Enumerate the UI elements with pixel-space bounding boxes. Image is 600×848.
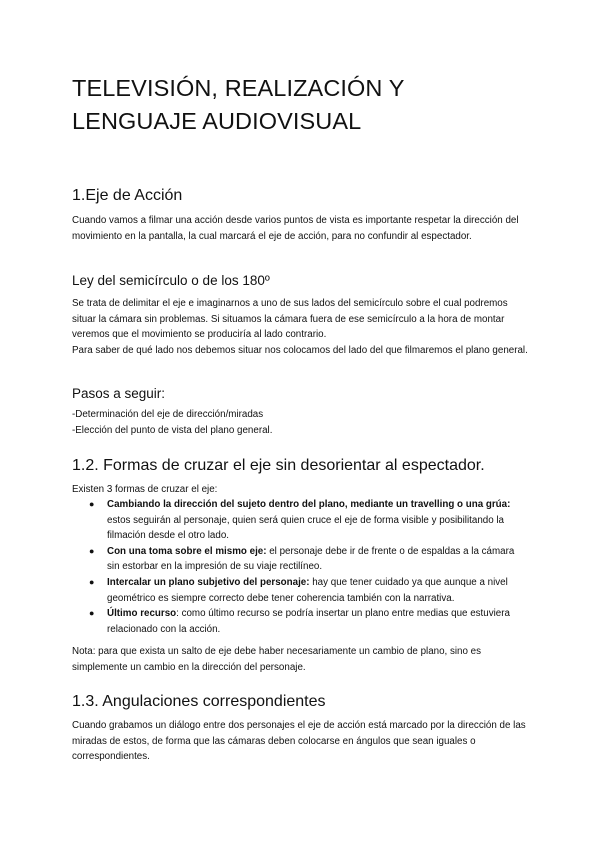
step-1: -Determinación del eje de dirección/miradas [72, 409, 264, 420]
section-1-3-paragraph: Cuando grabamos un diálogo entre dos personajes el eje de acción está marcado por la dirección de las miradas de estos, de forma que las cámaras deben colocarse en ángulos que sean iguales o correspondientes. [72, 720, 526, 763]
section-1-3-heading: 1.3. Angulaciones correspondientes [72, 693, 326, 710]
section-1-2-heading: 1.2. Formas de cruzar el eje sin desorientar al espectador. [72, 457, 485, 474]
bullet-icon: ● [89, 608, 95, 619]
step-2: -Elección del punto de vista del plano general. [72, 424, 273, 436]
list-item-bold: Con una toma sobre el mismo eje: [107, 545, 267, 557]
list-item-bold: Cambiando la dirección del sujeto dentro del plano, mediante un travelling o una grúa: [107, 499, 511, 510]
bullet-icon: ● [89, 499, 95, 509]
semicircle-para-2: Para saber de qué lado nos debemos situar nos colocamos del lado del que filmaremos el plano general. [72, 344, 528, 356]
title-line-1: TELEVISIÓN, REALIZACIÓN Y [72, 75, 405, 101]
section-1-paragraph: Cuando vamos a filmar una acción desde varios puntos de vista es importante respetar la dirección del movimiento en la pantalla, la cual marcará el eje de acción, para no confundir al espectador. [72, 215, 519, 242]
semicircle-para-1: Se trata de delimitar el eje e imaginarnos a uno de sus lados del semicírculo sobre el cual podremos situar la cámara sin problemas. Si situamos la cámara fuera de ese semicírculo a la hora de montar veremos que el movimiento se produciría al lado contrario. [72, 298, 508, 341]
list-item [72, 606, 528, 637]
list-item [72, 497, 528, 544]
list-item-bold: Intercalar un plano subjetivo del personaje: [107, 576, 310, 588]
steps-list [72, 407, 528, 438]
semicircle-heading: Ley del semicírculo o de los 180º [72, 273, 270, 288]
list-item [72, 544, 528, 575]
section-1-2-note: Nota: para que exista un salto de eje debe haber necesariamente un cambio de plano, sino es simplemente un cambio en la dirección del personaje. [72, 646, 482, 673]
list-item-text: el personaje debe ir de frente o de espaldas a la cámara sin estorbar en la impresión de su viaje rectilíneo. [107, 545, 515, 573]
steps-heading: Pasos a seguir: [72, 386, 166, 401]
list-item-text: : como último recurso se podría insertar un plano entre medias que estuviera relacionado con la acción. [107, 608, 510, 635]
bullet-icon: ● [89, 545, 95, 556]
list-item-text: estos seguirán al personaje, quien será quien cruce el eje de forma visible y posibilitando la filmación desde el otro lado. [107, 514, 505, 542]
document-title [72, 72, 532, 138]
bullet-icon: ● [89, 576, 95, 587]
semicircle-paragraph [72, 296, 528, 358]
section-1-2-intro: Existen 3 formas de cruzar el eje: [72, 484, 218, 495]
section-1-heading: 1.Eje de Acción [72, 187, 183, 204]
crossing-methods-list [72, 497, 528, 637]
list-item [72, 575, 528, 606]
list-item-text: hay que tener cuidado ya que aunque a nivel geométrico es siempre correcto debe tener coherencia también con la narrativa. [107, 576, 508, 604]
title-line-2: LENGUAJE AUDIOVISUAL [72, 108, 362, 134]
list-item-bold: Último recurso [107, 608, 177, 620]
